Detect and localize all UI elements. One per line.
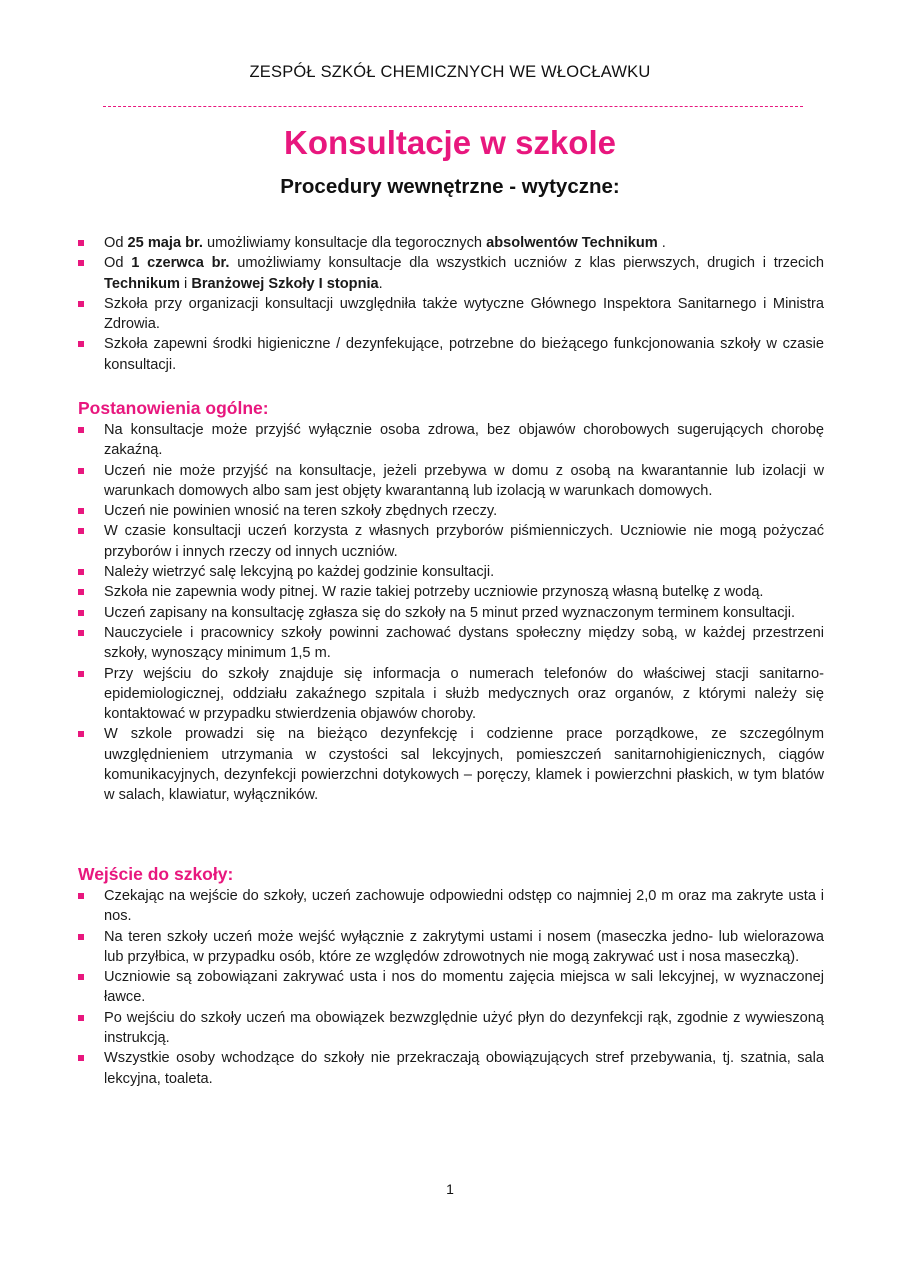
school-entry-section <box>78 864 824 1089</box>
list-item: Na konsultacje może przyjść wyłącznie osoba zdrowa, bez objawów chorobowych sugerujących chorobę zakaźną. <box>78 420 824 461</box>
general-provisions-section <box>78 398 824 806</box>
list-item: Na teren szkoły uczeń może wejść wyłącznie z zakrytymi ustami i nosem (maseczka jedno- lub wielorazowa lub przyłbica, w przypadku osób, które ze względów zdrowotnych nie mogą zakrywać ust i nosa maseczką). <box>78 927 824 968</box>
intro-list <box>78 233 824 375</box>
list-item: Uczeń nie powinien wnosić na teren szkoły zbędnych rzeczy. <box>78 501 824 521</box>
intro-item: Szkoła zapewni środki higieniczne / dezynfekujące, potrzebne do bieżącego funkcjonowania szkoły w czasie konsultacji. <box>78 334 824 375</box>
page-number: 1 <box>446 1181 454 1197</box>
list-item: Uczeń nie może przyjść na konsultacje, jeżeli przebywa w domu z osobą na kwarantannie lub izolacji w warunkach domowych albo sam jest objęty kwarantanną lub izolacją w warunkach domowych. <box>78 461 824 502</box>
section-heading: Wejście do szkoły: <box>78 864 234 884</box>
list-item: Należy wietrzyć salę lekcyjną po każdej godzinie konsultacji. <box>78 562 824 582</box>
general-provisions-list <box>78 420 824 806</box>
intro-item: Od 1 czerwca br. umożliwiamy konsultacje dla wszystkich uczniów z klas pierwszych, drugich i trzecich Technikum i Branżowej Szkoły I stopnia. <box>78 253 824 294</box>
list-item: W szkole prowadzi się na bieżąco dezynfekcję i codzienne prace porządkowe, ze szczególnym uwzględnieniem utrzymania w czystości sal lekcyjnych, pomieszczeń sanitarnohigienicznych, ciągów komunikacyjnych, dezynfekcji powierzchni dotykowych – poręczy, klamek i powierzchni płaskich, w tym blatów w salach, klawiatur, wyłączników. <box>78 724 824 805</box>
intro-section <box>78 233 824 375</box>
intro-item: Od 25 maja br. umożliwiamy konsultacje dla tegorocznych absolwentów Technikum . <box>78 233 824 253</box>
section-heading: Postanowienia ogólne: <box>78 398 269 418</box>
document-subtitle: Procedury wewnętrzne - wytyczne: <box>280 175 620 198</box>
document-title: Konsultacje w szkole <box>284 124 616 161</box>
school-name-header: ZESPÓŁ SZKÓŁ CHEMICZNYCH WE WŁOCŁAWKU <box>249 63 651 81</box>
header-dashed-divider <box>103 106 803 107</box>
list-item: Szkoła nie zapewnia wody pitnej. W razie takiej potrzeby uczniowie przynoszą własną butelkę z wodą. <box>78 582 824 602</box>
list-item: Wszystkie osoby wchodzące do szkoły nie przekraczają obowiązujących stref przebywania, tj. szatnia, sala lekcyjna, toaleta. <box>78 1048 824 1089</box>
list-item: Po wejściu do szkoły uczeń ma obowiązek bezwzględnie użyć płyn do dezynfekcji rąk, zgodnie z wywieszoną instrukcją. <box>78 1008 824 1049</box>
list-item: Uczniowie są zobowiązani zakrywać usta i nos do momentu zajęcia miejsca w sali lekcyjnej, w wyznaczonej ławce. <box>78 967 824 1008</box>
list-item: Przy wejściu do szkoły znajduje się informacja o numerach telefonów do właściwej stacji sanitarno-epidemiologicznej, oddziału zakaźnego szpitala i służb medycznych oraz organów, z którymi należy się kontaktować w przypadku stwierdzenia objawów choroby. <box>78 664 824 725</box>
list-item: Uczeń zapisany na konsultację zgłasza się do szkoły na 5 minut przed wyznaczonym terminem konsultacji. <box>78 603 824 623</box>
list-item: W czasie konsultacji uczeń korzysta z własnych przyborów piśmienniczych. Uczniowie nie mogą pożyczać przyborów i innych rzeczy od innych uczniów. <box>78 521 824 562</box>
list-item: Nauczyciele i pracownicy szkoły powinni zachować dystans społeczny między sobą, w każdej przestrzeni szkoły, wynoszący minimum 1,5 m. <box>78 623 824 664</box>
school-entry-list <box>78 886 824 1089</box>
intro-item: Szkoła przy organizacji konsultacji uwzględniła także wytyczne Głównego Inspektora Sanitarnego i Ministra Zdrowia. <box>78 294 824 335</box>
list-item: Czekając na wejście do szkoły, uczeń zachowuje odpowiedni odstęp co najmniej 2,0 m oraz ma zakryte usta i nos. <box>78 886 824 927</box>
